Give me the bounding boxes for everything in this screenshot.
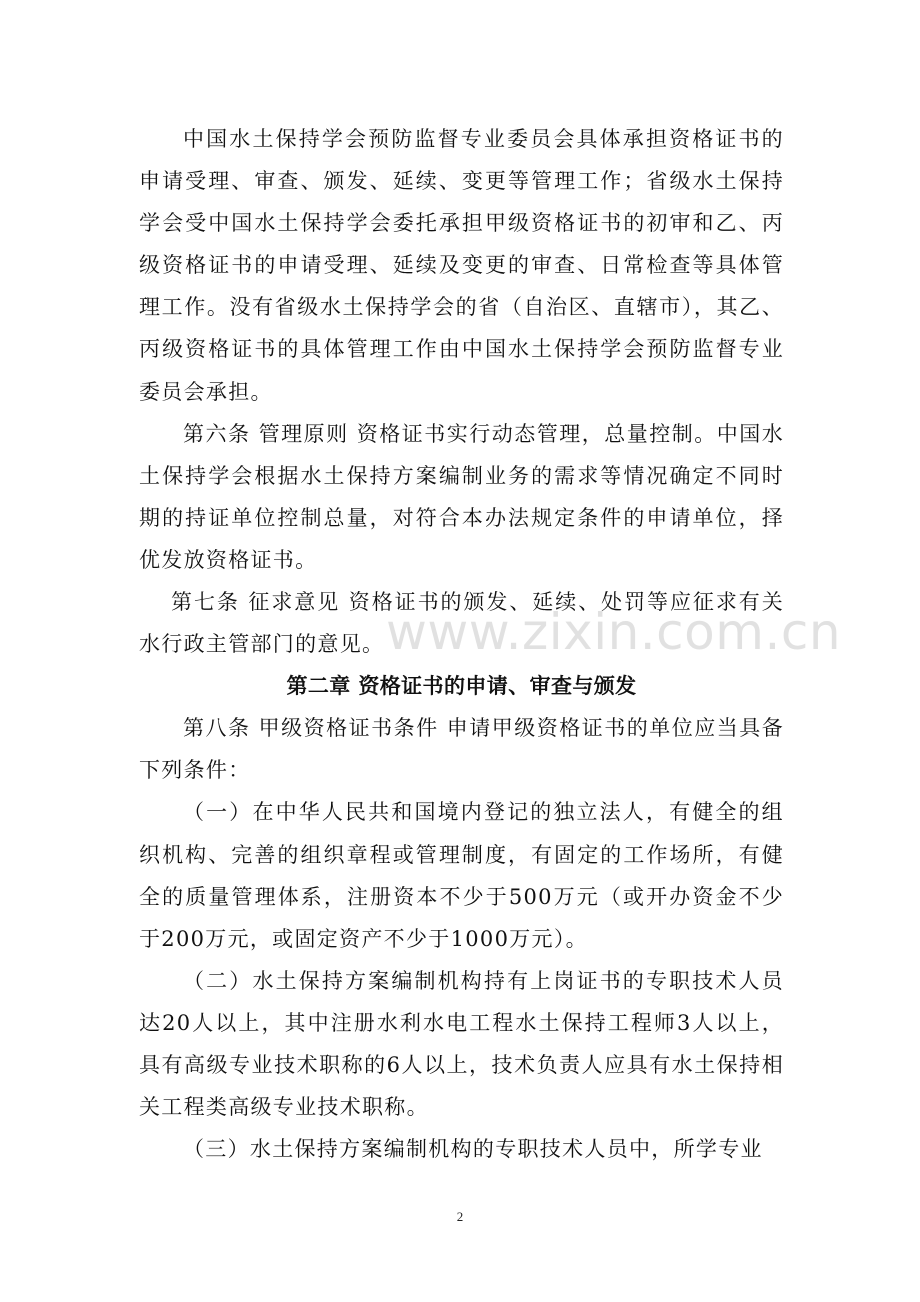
paragraph-committee-duties: 中国水土保持学会预防监督专业委员会具体承担资格证书的申请受理、审查、颁发、延续、变更等管理工作；省级水土保持学会受中国水土保持学会委托承担甲级资格证书的初审和乙、丙级资格证书的申请受理、延续及变更的审查、日常检查等具体管理工作。没有省级水土保持学会的省（自治区、直辖市），其乙、丙级资格证书的具体管理工作由中国水土保持学会预防监督专业委员会承担。 [139, 127, 784, 404]
paragraph-condition-2: （二）水土保持方案编制机构持有上岗证书的专职技术人员达20人以上，其中注册水利水电工程水土保持工程师3人以上，具有高级专业技术职称的6人以上，技术负责人应具有水土保持相关工程类高级专业技术职称。 [139, 968, 784, 1120]
paragraph-condition-1: （一）在中华人民共和国境内登记的独立法人，有健全的组织机构、完善的组织章程或管理制度，有固定的工作场所，有健全的质量管理体系，注册资本不少于500万元（或开办资金不少于200万元，或固定资产不少于1000万元）。 [139, 800, 784, 951]
paragraph-article-7: 第七条 征求意见 资格证书的颁发、延续、处罚等应征求有关水行政主管部门的意见。 [139, 590, 784, 657]
paragraph-condition-3: （三）水土保持方案编制机构的专职技术人员中，所学专业 [183, 1137, 763, 1162]
paragraph-article-6: 第六条 管理原则 资格证书实行动态管理，总量控制。中国水土保持学会根据水土保持方案编制业务的需求等情况确定不同时期的持证单位控制总量，对符合本办法规定条件的申请单位，择优发放资格证书。 [139, 421, 784, 572]
document-body [139, 118, 784, 1170]
page-number: 2 [456, 1209, 464, 1224]
paragraph-article-8: 第八条 甲级资格证书条件 申请甲级资格证书的单位应当具备下列条件： [139, 716, 784, 783]
watermark-text: www.zixin.com.cn [386, 603, 842, 661]
chapter-heading: 第二章 资格证书的申请、审查与颁发 [286, 674, 637, 699]
